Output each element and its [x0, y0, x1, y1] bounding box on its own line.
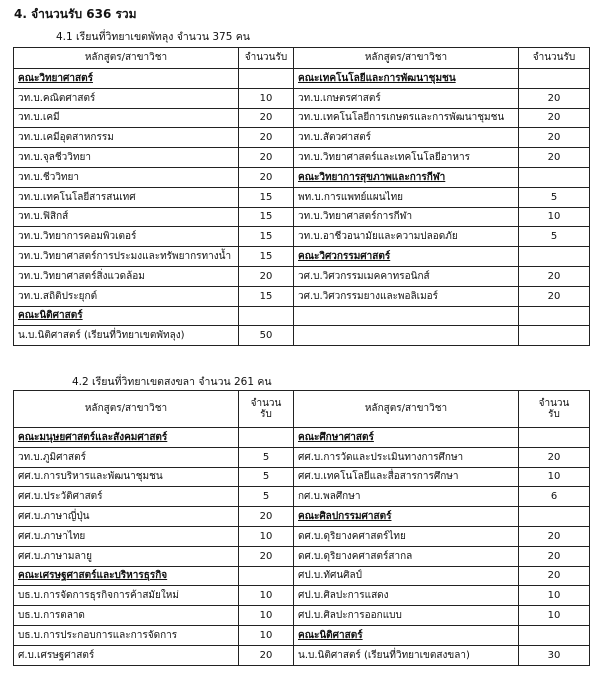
program-name-right: น.บ.นิติศาสตร์ (เรียนที่วิทยาเขตสงขลา) — [294, 645, 519, 665]
table-row — [14, 88, 590, 108]
table-row — [14, 108, 590, 128]
table-row — [14, 167, 590, 187]
program-name-right: ศศ.บ.เทคโนโลยีและสื่อสารการศึกษา — [294, 467, 519, 487]
page-heading: 4. จำนวนรับ 636 รวม — [14, 7, 137, 21]
program-name-right — [294, 306, 519, 326]
seat-count-left: 20 — [239, 645, 294, 665]
seat-count-left: 15 — [239, 227, 294, 247]
seat-count-left: 20 — [239, 128, 294, 148]
seat-count-right — [519, 625, 590, 645]
seat-count-left: 5 — [239, 447, 294, 467]
program-name-left: บธ.บ.การประกอบการและการจัดการ — [14, 625, 239, 645]
seat-count-left: 10 — [239, 526, 294, 546]
faculty-heading-right: คณะศึกษาศาสตร์ — [294, 428, 519, 448]
program-name-left: วท.บ.คณิตศาสตร์ — [14, 88, 239, 108]
program-name-left: ศศ.บ.การบริหารและพัฒนาชุมชน — [14, 467, 239, 487]
faculty-heading-right: คณะนิติศาสตร์ — [294, 625, 519, 645]
seat-count-right: 20 — [519, 108, 590, 128]
program-name-right: วท.บ.เกษตรศาสตร์ — [294, 88, 519, 108]
header-count-right — [519, 391, 590, 428]
program-name-right: วท.บ.วิทยาศาสตร์การกีฬา — [294, 207, 519, 227]
program-name-left: วท.บ.วิทยาศาสตร์สิ่งแวดล้อม — [14, 266, 239, 286]
table-row — [14, 187, 590, 207]
program-name-right: ศป.บ.ศิลปะการออกแบบ — [294, 606, 519, 626]
faculty-heading-left: คณะนิติศาสตร์ — [14, 306, 239, 326]
program-name-left: ศศ.บ.ภาษามลายู — [14, 546, 239, 566]
header-count-line1: จำนวน — [538, 397, 570, 409]
header-count-right: จำนวนรับ — [519, 48, 590, 69]
seat-count-right: 10 — [519, 207, 590, 227]
table-row — [14, 306, 590, 326]
section2-table — [13, 390, 590, 666]
seat-count-right — [519, 326, 590, 346]
program-name-left: วท.บ.ชีววิทยา — [14, 167, 239, 187]
seat-count-left: 20 — [239, 266, 294, 286]
seat-count-left: 20 — [239, 108, 294, 128]
seat-count-right: 6 — [519, 487, 590, 507]
table-row — [14, 507, 590, 527]
program-name-left: วท.บ.วิทยาการคอมพิวเตอร์ — [14, 227, 239, 247]
program-name-left: วท.บ.เคมีอุตสาหกรรม — [14, 128, 239, 148]
seat-count-right: 30 — [519, 645, 590, 665]
seat-count-left: 20 — [239, 546, 294, 566]
seat-count-left — [239, 306, 294, 326]
seat-count-left: 10 — [239, 606, 294, 626]
seat-count-right: 20 — [519, 128, 590, 148]
header-program-left: หลักสูตร/สาขาวิชา — [14, 391, 239, 428]
table-row — [14, 625, 590, 645]
seat-count-right: 10 — [519, 586, 590, 606]
table-row — [14, 487, 590, 507]
seat-count-right: 10 — [519, 606, 590, 626]
program-name-left: วท.บ.ภูมิศาสตร์ — [14, 447, 239, 467]
seat-count-right: 20 — [519, 526, 590, 546]
header-program-right: หลักสูตร/สาขาวิชา — [294, 48, 519, 69]
table-row — [14, 546, 590, 566]
header-count-line1: จำนวน — [250, 397, 282, 409]
program-name-left: วท.บ.เคมี — [14, 108, 239, 128]
seat-count-right: 20 — [519, 88, 590, 108]
header-program-right: หลักสูตร/สาขาวิชา — [294, 391, 519, 428]
header-count-left — [239, 391, 294, 428]
seat-count-right — [519, 306, 590, 326]
faculty-heading-right: คณะวิทยาการสุขภาพและการกีฬา — [294, 167, 519, 187]
table-row — [14, 128, 590, 148]
table-row — [14, 207, 590, 227]
program-name-left: วท.บ.เทคโนโลยีสารสนเทศ — [14, 187, 239, 207]
table-row — [14, 606, 590, 626]
faculty-heading-right: คณะเทคโนโลยีและการพัฒนาชุมชน — [294, 69, 519, 89]
seat-count-left: 20 — [239, 167, 294, 187]
table-row — [14, 148, 590, 168]
seat-count-left: 50 — [239, 326, 294, 346]
header-program-left: หลักสูตร/สาขาวิชา — [14, 48, 239, 69]
table-row — [14, 428, 590, 448]
program-name-left: ศ.บ.เศรษฐศาสตร์ — [14, 645, 239, 665]
program-name-right: วศ.บ.วิศวกรรมยางและพอลิเมอร์ — [294, 286, 519, 306]
program-name-left: บธ.บ.การจัดการธุรกิจการค้าสมัยใหม่ — [14, 586, 239, 606]
program-name-right: วท.บ.วิทยาศาสตร์และเทคโนโลยีอาหาร — [294, 148, 519, 168]
program-name-left: วท.บ.ฟิสิกส์ — [14, 207, 239, 227]
section2-table-body — [14, 428, 590, 666]
table-row — [14, 645, 590, 665]
seat-count-right — [519, 428, 590, 448]
section1-table — [13, 47, 590, 346]
seat-count-left: 15 — [239, 207, 294, 227]
seat-count-right: 20 — [519, 148, 590, 168]
faculty-heading-left: คณะมนุษยศาสตร์และสังคมศาสตร์ — [14, 428, 239, 448]
seat-count-left: 20 — [239, 507, 294, 527]
faculty-heading-right: คณะศิลปกรรมศาสตร์ — [294, 507, 519, 527]
program-name-left: วท.บ.จุลชีววิทยา — [14, 148, 239, 168]
program-name-right — [294, 326, 519, 346]
program-name-right: วท.บ.เทคโนโลยีการเกษตรและการพัฒนาชุมชน — [294, 108, 519, 128]
program-name-right: ศป.บ.ศิลปะการแสดง — [294, 586, 519, 606]
seat-count-right: 20 — [519, 566, 590, 586]
table-row — [14, 566, 590, 586]
program-name-right: ศป.บ.ทัศนศิลป์ — [294, 566, 519, 586]
table-header-row — [14, 391, 590, 428]
program-name-right: กศ.บ.พลศึกษา — [294, 487, 519, 507]
program-name-right: วท.บ.สัตวศาสตร์ — [294, 128, 519, 148]
table-row — [14, 326, 590, 346]
seat-count-left: 15 — [239, 187, 294, 207]
seat-count-right — [519, 69, 590, 89]
seat-count-left — [239, 69, 294, 89]
seat-count-left: 10 — [239, 88, 294, 108]
program-name-right: ศศ.บ.การวัดและประเมินทางการศึกษา — [294, 447, 519, 467]
header-count-line2: รับ — [260, 409, 272, 420]
table-row — [14, 447, 590, 467]
seat-count-right: 5 — [519, 187, 590, 207]
program-name-left: น.บ.นิติศาสตร์ (เรียนที่วิทยาเขตพัทลุง) — [14, 326, 239, 346]
program-name-right: พท.บ.การแพทย์แผนไทย — [294, 187, 519, 207]
table-row — [14, 69, 590, 89]
seat-count-left: 10 — [239, 586, 294, 606]
seat-count-right: 5 — [519, 227, 590, 247]
faculty-heading-left: คณะวิทยาศาสตร์ — [14, 69, 239, 89]
program-name-right: ดศ.บ.ดุริยางคศาสตร์ไทย — [294, 526, 519, 546]
seat-count-left: 20 — [239, 148, 294, 168]
table-row — [14, 526, 590, 546]
seat-count-right: 20 — [519, 266, 590, 286]
seat-count-left — [239, 428, 294, 448]
seat-count-right: 20 — [519, 286, 590, 306]
table-row — [14, 286, 590, 306]
header-count-line2: รับ — [548, 409, 560, 420]
seat-count-left — [239, 566, 294, 586]
section1-table-body — [14, 69, 590, 346]
seat-count-left: 15 — [239, 247, 294, 267]
seat-count-right: 10 — [519, 467, 590, 487]
seat-count-right: 20 — [519, 447, 590, 467]
program-name-left: วท.บ.สถิติประยุกต์ — [14, 286, 239, 306]
program-name-right: วท.บ.อาชีวอนามัยและความปลอดภัย — [294, 227, 519, 247]
seat-count-left: 15 — [239, 286, 294, 306]
seat-count-left: 5 — [239, 467, 294, 487]
section1-title: 4.1 เรียนที่วิทยาเขตพัทลุง จำนวน 375 คน — [56, 31, 250, 43]
table-row — [14, 266, 590, 286]
seat-count-left: 10 — [239, 625, 294, 645]
header-count-left: จำนวนรับ — [239, 48, 294, 69]
program-name-right: วศ.บ.วิศวกรรมเมคคาทรอนิกส์ — [294, 266, 519, 286]
table-header-row — [14, 48, 590, 69]
program-name-left: บธ.บ.การตลาด — [14, 606, 239, 626]
seat-count-left: 5 — [239, 487, 294, 507]
table-row — [14, 586, 590, 606]
section2-title: 4.2 เรียนที่วิทยาเขตสงขลา จำนวน 261 คน — [72, 376, 272, 388]
program-name-right: ดศ.บ.ดุริยางคศาสตร์สากล — [294, 546, 519, 566]
seat-count-right — [519, 247, 590, 267]
table-row — [14, 467, 590, 487]
program-name-left: ศศ.บ.ประวัติศาสตร์ — [14, 487, 239, 507]
program-name-left: วท.บ.วิทยาศาสตร์การประมงและทรัพยากรทางน้ำ — [14, 247, 239, 267]
faculty-heading-right: คณะวิศวกรรมศาสตร์ — [294, 247, 519, 267]
faculty-heading-left: คณะเศรษฐศาสตร์และบริหารธุรกิจ — [14, 566, 239, 586]
seat-count-right: 20 — [519, 546, 590, 566]
seat-count-right — [519, 167, 590, 187]
seat-count-right — [519, 507, 590, 527]
program-name-left: ศศ.บ.ภาษาญี่ปุ่น — [14, 507, 239, 527]
table-row — [14, 247, 590, 267]
program-name-left: ศศ.บ.ภาษาไทย — [14, 526, 239, 546]
table-row — [14, 227, 590, 247]
